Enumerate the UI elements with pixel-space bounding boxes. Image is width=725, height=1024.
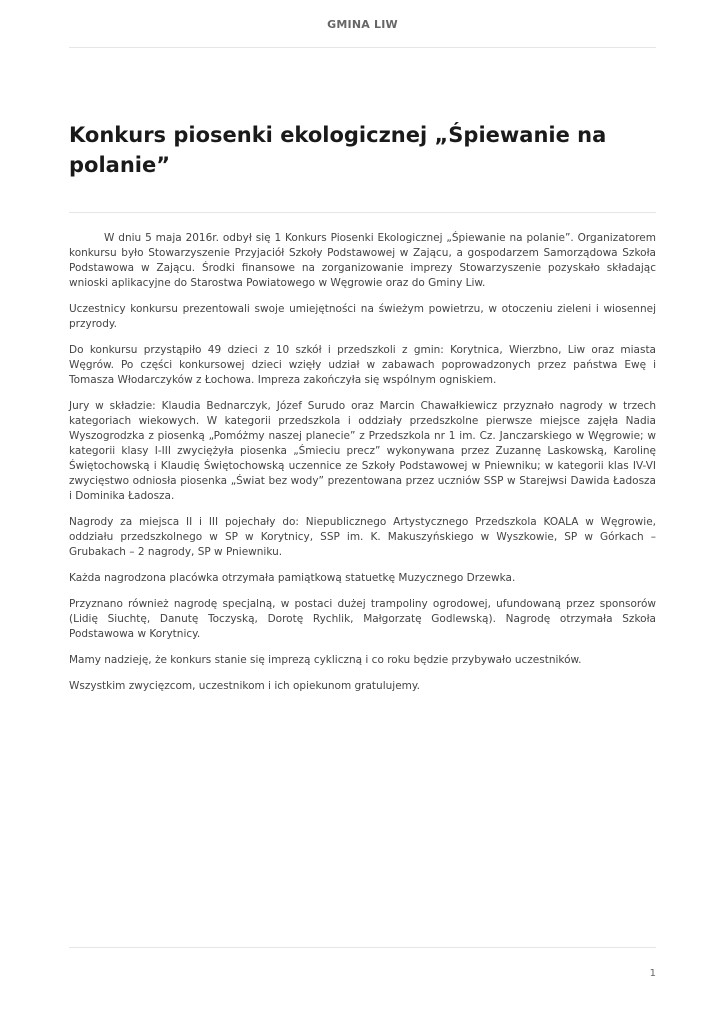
site-name: GMINA LIW	[327, 18, 398, 31]
paragraph-participants: Uczestnicy konkursu prezentowali swoje umiejętności na świeżym powietrzu, w otoczeniu zieleni i wiosennej przyrody.	[69, 303, 656, 330]
article-title: Konkurs piosenki ekologicznej „Śpiewanie na polanie”	[69, 123, 607, 177]
paragraph-intro: W dniu 5 maja 2016r. odbył się 1 Konkurs Piosenki Ekologicznej „Śpiewanie na polanie”. Organizatorem konkursu było Stowarzyszenie Przyjaciół Szkoły Podstawowej w Zającu, a gospodarzem Samorządowa Szkoła Podstawowa w Zającu. Środki finansowe na zorganizowanie imprezy Stowarzyszenie pozyskało składając wnioski aplikacyjne do Starostwa Powiatowego w Węgrowie oraz do Gminy Liw.	[69, 232, 656, 289]
paragraph-prizes: Nagrody za miejsca II i III pojechały do: Niepublicznego Artystycznego Przedszkola KOALA w Węgrowie, oddziału przedszkolnego w SP w Korytnicy, SSP im. K. Makuszyńskiego w Wyszkowie, SP w Górkach – Grubakach – 2 nagrody, SP w Pniewniku.	[69, 516, 656, 558]
title-divider	[69, 212, 656, 213]
article-body	[69, 231, 656, 705]
paragraph-special-prize: Przyznano również nagrodę specjalną, w postaci dużej trampoliny ogrodowej, ufundowaną przez sponsorów (Lidię Siuchtę, Danutę Toczyską, Dorotę Rychlik, Małgorzatę Godlewską). Nagrodę otrzymała Szkoła Podstawowa w Korytnicy.	[69, 598, 656, 640]
paragraph-congratulations: Wszystkim zwycięzcom, uczestnikom i ich opiekunom gratulujemy.	[69, 680, 420, 692]
paragraph-statuette: Każda nagrodzona placówka otrzymała pamiątkową statuetkę Muzycznego Drzewka.	[69, 572, 516, 584]
paragraph-attendance: Do konkursu przystąpiło 49 dzieci z 10 szkół i przedszkoli z gmin: Korytnica, Wierzbno, Liw oraz miasta Węgrów. Po części konkursowej dzieci wzięły udział w zabawach poprowadzonych przez państwa Ewę i Tomasza Włodarczyków z Łochowa. Impreza zakończyła się wspólnym ogniskiem.	[69, 344, 656, 386]
paragraph-jury: Jury w składzie: Klaudia Bednarczyk, Józef Surudo oraz Marcin Chawałkiewicz przyznało nagrody w trzech kategoriach wiekowych. W kategorii przedszkola i oddziały przedszkolne pierwsze miejsce zajęła Nadia Wyszogrodzka z piosenką „Pomóżmy naszej planecie” z Przedszkola nr 1 im. Cz. Janczarskiego w Węgrowie; w kategorii klasy I-III zwyciężyła piosenka „Śmieciu precz” wykonywana przez Zuzannę Laskowską, Karolinę Świętochowską i Klaudię Świętochowską uczennice ze Szkoły Podstawowej w Pniewniku; w kategorii klas IV-VI zwycięstwo odniosła piosenka „Świat bez wody” prezentowana przez uczniów SSP w Starejwsi Dawida Ładosza i Dominika Ładosza.	[69, 400, 656, 502]
footer-divider	[69, 947, 656, 948]
header-divider	[69, 47, 656, 48]
paragraph-hope: Mamy nadzieję, że konkurs stanie się imprezą cykliczną i co roku będzie przybywało uczestników.	[69, 654, 582, 666]
page-number: 1	[649, 968, 656, 979]
